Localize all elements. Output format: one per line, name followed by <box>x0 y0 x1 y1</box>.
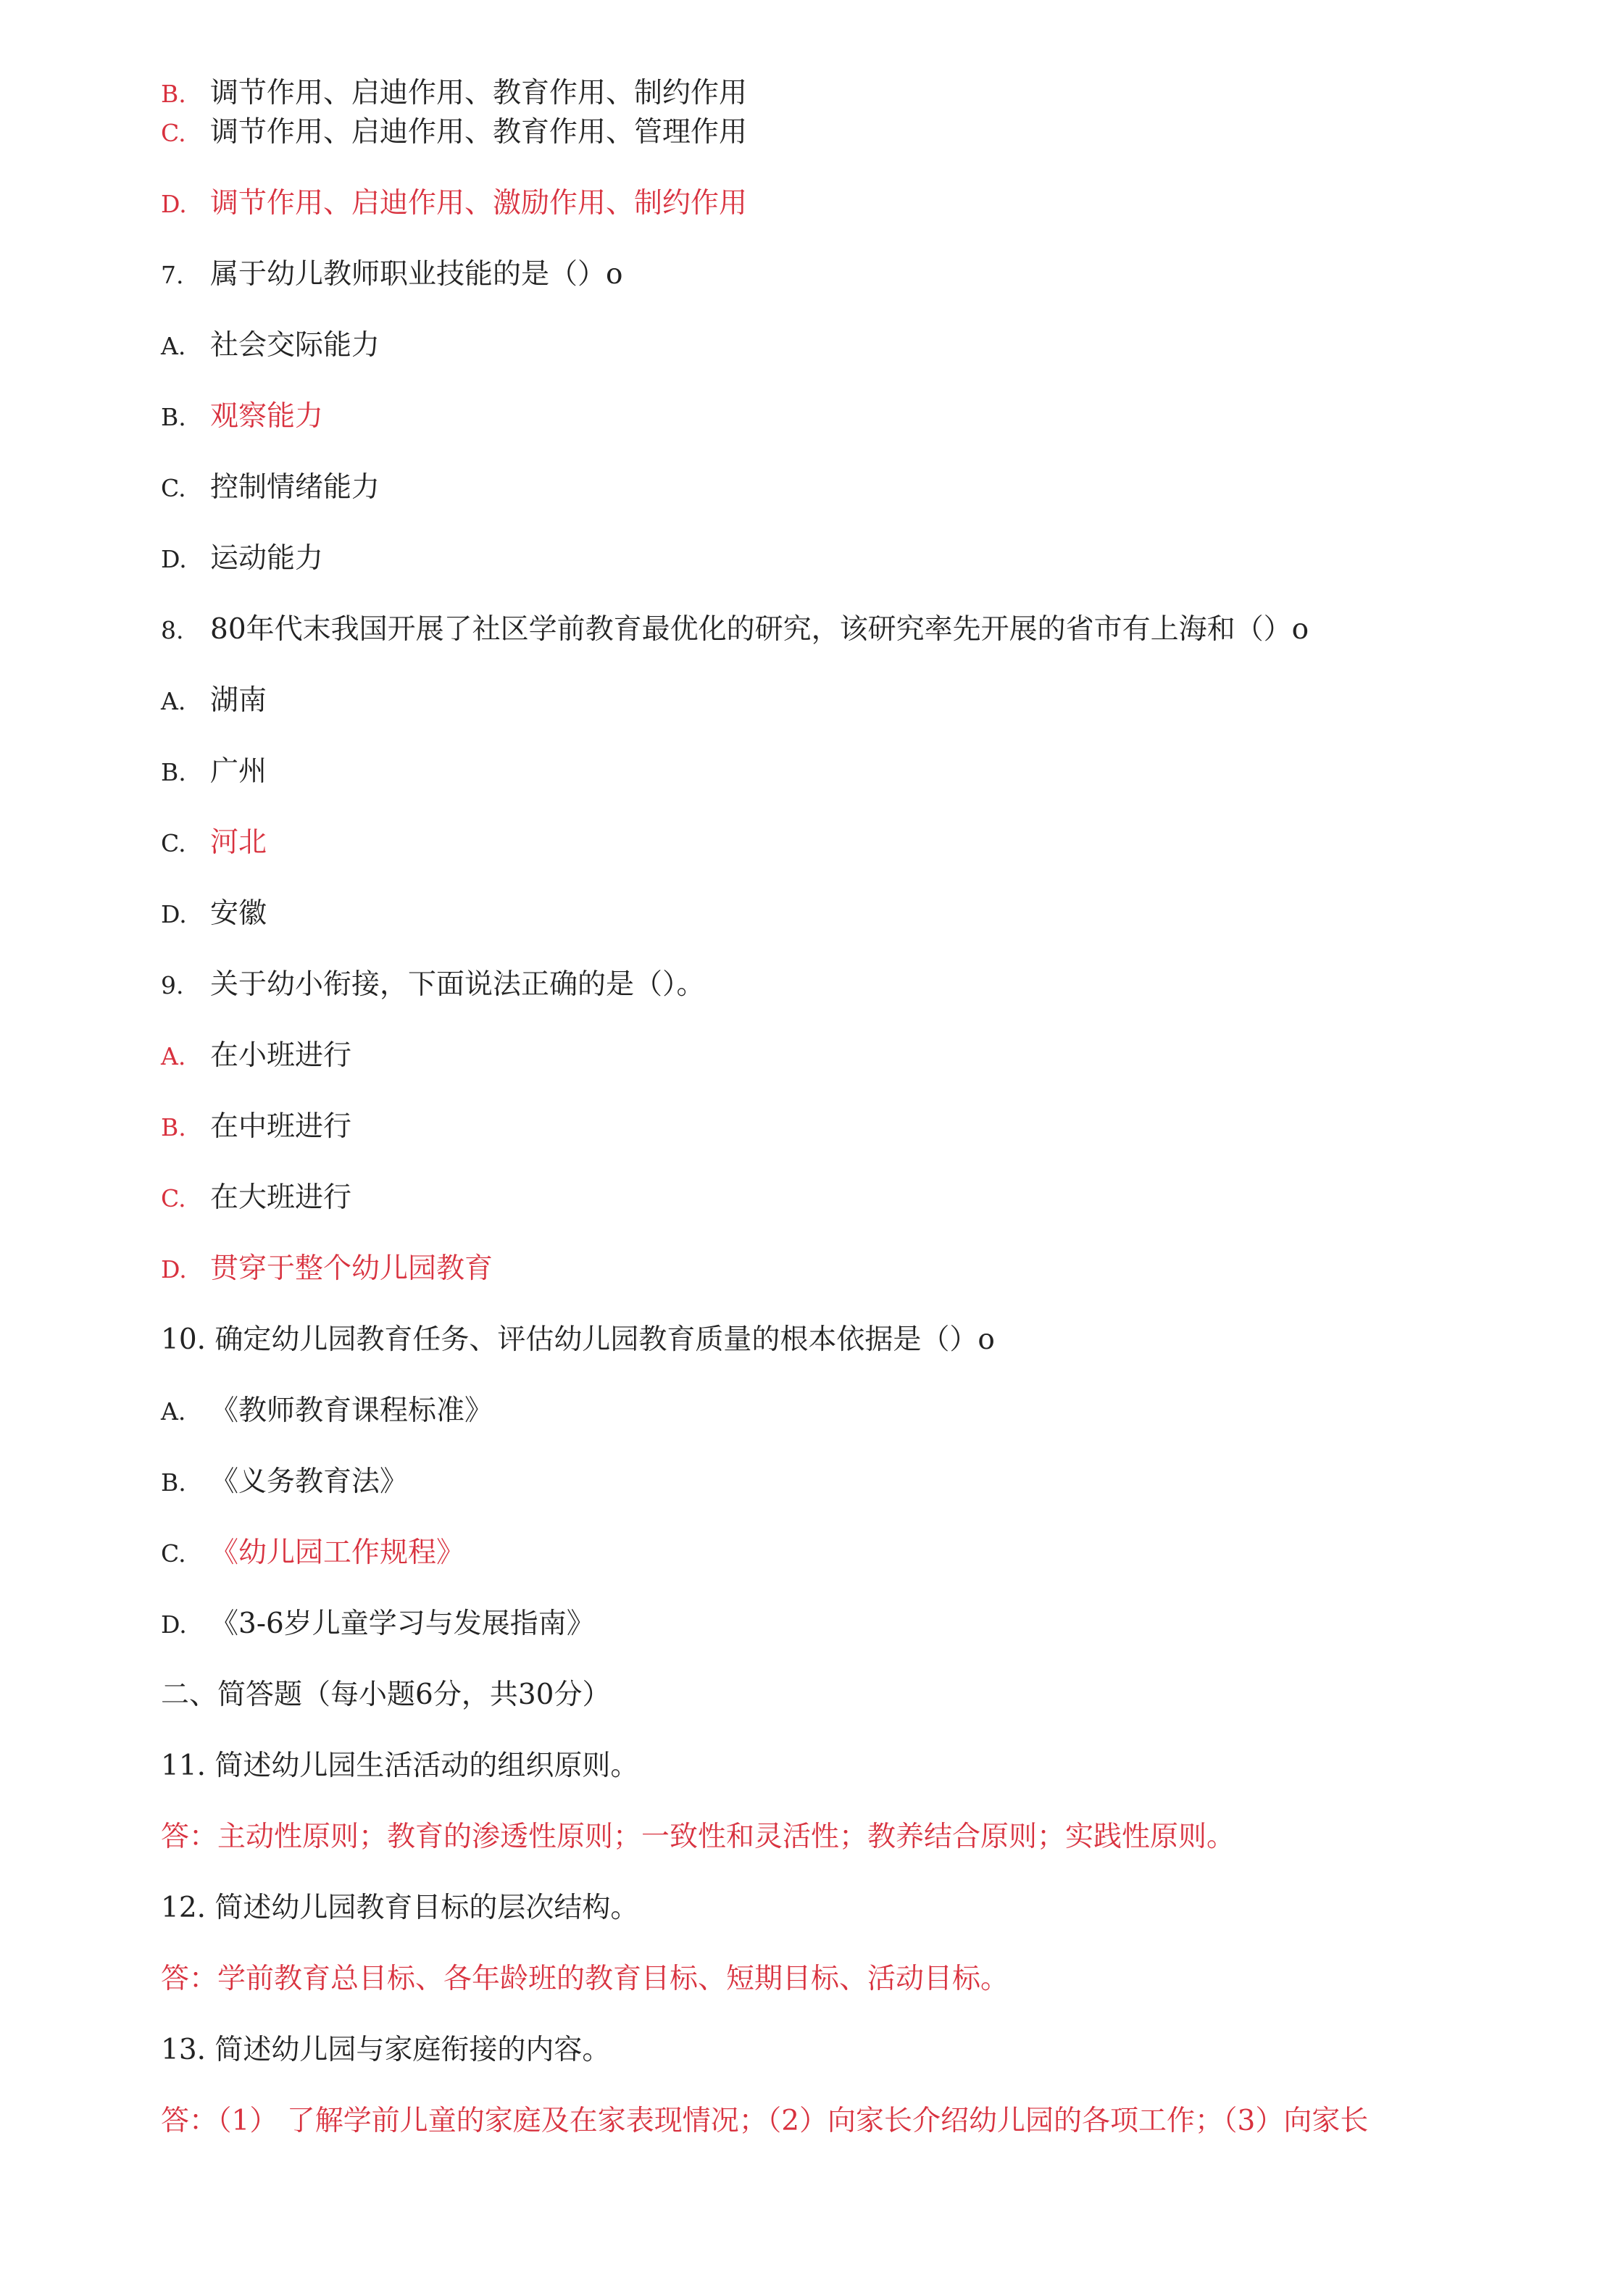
option-label: B. <box>161 80 186 108</box>
question-text: 12. 简述幼儿园教育目标的层次结构。 <box>161 1892 639 1924</box>
option-line <box>161 1464 408 1501</box>
option-text: 在大班进行 <box>210 1181 352 1214</box>
option-label: B. <box>161 758 186 786</box>
option-line <box>161 1535 464 1572</box>
option-label: A. <box>161 1397 186 1426</box>
option-line <box>161 115 747 151</box>
option-line <box>161 470 380 507</box>
question-text: 关于幼小衔接，下面说法正确的是（）。 <box>210 968 705 1001</box>
option-label: A. <box>161 687 186 715</box>
question-text: 11. 简述幼儿园生活活动的组织原则。 <box>161 1750 639 1782</box>
option-label: D. <box>161 545 187 573</box>
option-text: 《义务教育法》 <box>210 1465 409 1498</box>
option-line <box>161 825 267 862</box>
option-label: D. <box>161 1255 187 1284</box>
option-label: C. <box>161 1184 186 1213</box>
answer-text: 答：（1） 了解学前儿童的家庭及在家表现情况；（2）向家长介绍幼儿园的各项工作；（3）向家长 <box>161 2105 1369 2137</box>
option-line <box>161 896 267 933</box>
option-line <box>161 1251 493 1288</box>
question-line <box>161 257 622 294</box>
option-label: D. <box>161 900 187 928</box>
question-number: 8. <box>161 616 184 644</box>
question-line <box>161 1748 638 1784</box>
option-label: C. <box>161 1539 186 1568</box>
option-text: 社会交际能力 <box>210 329 380 362</box>
answer-line <box>161 1961 1009 1997</box>
option-line <box>161 683 267 720</box>
option-label: A. <box>161 332 186 360</box>
option-label: D. <box>161 1610 187 1639</box>
question-text: 13. 简述幼儿园与家庭衔接的内容。 <box>161 2034 611 2066</box>
option-text: 调节作用、启迪作用、教育作用、管理作用 <box>210 116 748 149</box>
section-heading <box>161 1677 610 1713</box>
option-label: C. <box>161 119 186 147</box>
option-line <box>161 186 747 222</box>
option-label: C. <box>161 474 186 502</box>
answer-text: 答：学前教育总目标、各年龄班的教育目标、短期目标、活动目标。 <box>161 1963 1009 1995</box>
option-label: A. <box>161 1042 186 1070</box>
option-text: 广州 <box>210 755 267 788</box>
option-line <box>161 1393 493 1430</box>
option-text: 《幼儿园工作规程》 <box>210 1536 465 1569</box>
answer-line <box>161 1819 1235 1855</box>
option-line <box>161 1038 351 1075</box>
question-line <box>161 1322 995 1358</box>
option-line <box>161 399 323 436</box>
option-text: 在小班进行 <box>210 1039 352 1072</box>
option-line <box>161 1606 595 1643</box>
option-text: 调节作用、启迪作用、教育作用、制约作用 <box>210 77 748 109</box>
question-number: 7. <box>161 261 184 289</box>
option-text: 贯穿于整个幼儿园教育 <box>210 1252 493 1285</box>
option-line <box>161 754 267 791</box>
option-text: 湖南 <box>210 684 267 717</box>
option-label: B. <box>161 1113 186 1141</box>
answer-text: 答：主动性原则；教育的渗透性原则；一致性和灵活性；教养结合原则；实践性原则。 <box>161 1821 1235 1853</box>
option-text: 运动能力 <box>210 542 324 575</box>
option-text: 安徽 <box>210 897 267 930</box>
option-line <box>161 1109 351 1146</box>
section-text: 二、简答题（每小题6分，共30分） <box>161 1679 611 1711</box>
option-label: B. <box>161 403 186 431</box>
question-line <box>161 967 705 1004</box>
question-line <box>161 2032 610 2068</box>
question-number: 9. <box>161 971 184 999</box>
answer-line <box>161 2103 1368 2139</box>
option-text: 控制情绪能力 <box>210 471 380 504</box>
option-line <box>161 1180 351 1217</box>
option-label: C. <box>161 829 186 857</box>
option-text: 观察能力 <box>210 400 324 433</box>
option-text: 调节作用、启迪作用、激励作用、制约作用 <box>210 187 748 220</box>
question-text: 属于幼儿教师职业技能的是（）o <box>210 258 623 291</box>
option-label: D. <box>161 190 187 218</box>
option-line <box>161 541 323 578</box>
question-line <box>161 1890 638 1926</box>
question-line <box>161 612 1309 649</box>
option-line <box>161 75 747 112</box>
option-text: 河北 <box>210 826 267 859</box>
option-text: 《3-6岁儿童学习与发展指南》 <box>210 1607 595 1640</box>
option-line <box>161 328 380 365</box>
question-text: 80年代末我国开展了社区学前教育最优化的研究，该研究率先开展的省市有上海和（）o <box>210 613 1309 646</box>
option-label: B. <box>161 1468 186 1497</box>
question-text: 10. 确定幼儿园教育任务、评估幼儿园教育质量的根本依据是（）o <box>161 1323 995 1356</box>
option-text: 在中班进行 <box>210 1110 352 1143</box>
option-text: 《教师教育课程标准》 <box>210 1394 493 1427</box>
